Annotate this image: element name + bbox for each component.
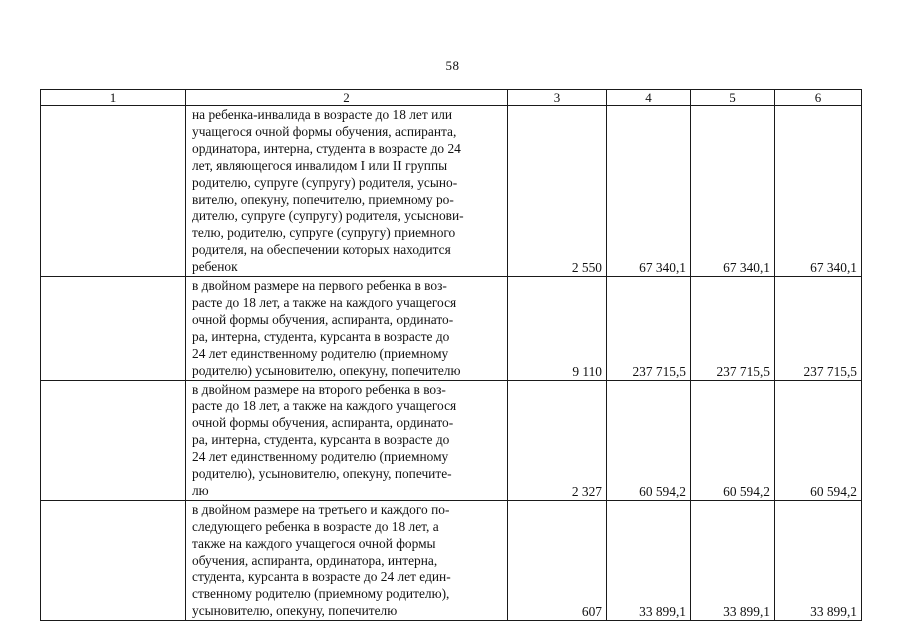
row-description [186,106,508,277]
table-header-row [41,90,862,106]
description-line: в двойном размере на третьего и каждого по- [192,501,450,517]
amount-col6: 237 715,5 [775,277,862,380]
description-line: телю, родителю, супруге (супругу) приемного [192,225,456,241]
description-line: ребенок [192,259,238,275]
description-line: очной формы обучения, аспиранта, ординато- [192,415,454,431]
table-row [41,106,862,277]
table-cell-empty [41,277,186,380]
amount-col5: 67 340,1 [691,106,775,277]
column-header: 4 [607,90,691,106]
recipients-count: 607 [508,500,607,620]
table-cell-empty [41,106,186,277]
table-row [41,500,862,620]
amount-col5: 60 594,2 [691,380,775,500]
amount-col5: 33 899,1 [691,500,775,620]
description-line: ственному родителю (приемному родителю), [192,586,450,602]
description-line: учащегося очной формы обучения, аспиранта, [192,123,457,139]
recipients-count: 2 550 [508,106,607,277]
page-number: 58 [445,58,460,73]
description-line: усыновителю, опекуну, попечителю [192,603,398,619]
description-line: также на каждого учащегося очной формы [192,535,436,551]
column-header: 3 [508,90,607,106]
description-line: студента, курсанта в возрасте до 24 лет един- [192,569,451,585]
description-line: следующего ребенка в возрасте до 18 лет, а [192,518,439,534]
description-line: ра, интерна, студента, курсанта в возрасте до [192,432,450,448]
description-line: 24 лет единственному родителю (приемному [192,449,449,465]
recipients-count: 2 327 [508,380,607,500]
description-line: в двойном размере на первого ребенка в воз- [192,278,447,294]
amount-col5: 237 715,5 [691,277,775,380]
description-line: родителю, супруге (супругу) родителя, усыно- [192,174,458,190]
column-header: 2 [186,90,508,106]
row-description [186,380,508,500]
amount-col4: 33 899,1 [607,500,691,620]
budget-table [40,89,862,621]
table-row [41,380,862,500]
table-cell-empty [41,380,186,500]
description-line: расте до 18 лет, а также на каждого учащегося [192,398,457,414]
amount-col6: 33 899,1 [775,500,862,620]
recipients-count: 9 110 [508,277,607,380]
amount-col4: 237 715,5 [607,277,691,380]
description-line: дителю, супруге (супругу) родителя, усыснови- [192,208,464,224]
description-line: обучения, аспиранта, ординатора, интерна, [192,552,438,568]
amount-col4: 60 594,2 [607,380,691,500]
description-line: лет, являющегося инвалидом I или II группы [192,157,448,173]
amount-col6: 67 340,1 [775,106,862,277]
row-description [186,277,508,380]
column-header: 1 [41,90,186,106]
row-description [186,500,508,620]
column-header: 5 [691,90,775,106]
description-line: ординатора, интерна, студента в возрасте до 24 [192,140,461,156]
description-line: в двойном размере на второго ребенка в воз- [192,381,446,397]
description-line: родителю), усыновителю, опекуну, попечите- [192,466,452,482]
description-line: лю [192,482,209,498]
column-header: 6 [775,90,862,106]
description-line: очной формы обучения, аспиранта, ординато- [192,311,454,327]
description-line: родителю) усыновителю, опекуну, попечителю [192,362,461,378]
amount-col6: 60 594,2 [775,380,862,500]
description-line: 24 лет единственному родителю (приемному [192,345,449,361]
description-line: на ребенка-инвалида в возрасте до 18 лет или [192,107,453,122]
description-line: родителя, на обеспечении которых находится [192,242,451,258]
description-line: ра, интерна, студента, курсанта в возрасте до [192,328,450,344]
amount-col4: 67 340,1 [607,106,691,277]
description-line: вителю, опекуну, попечителю, приемному ро- [192,191,454,207]
description-line: расте до 18 лет, а также на каждого учащегося [192,294,457,310]
table-cell-empty [41,500,186,620]
table-row [41,277,862,380]
